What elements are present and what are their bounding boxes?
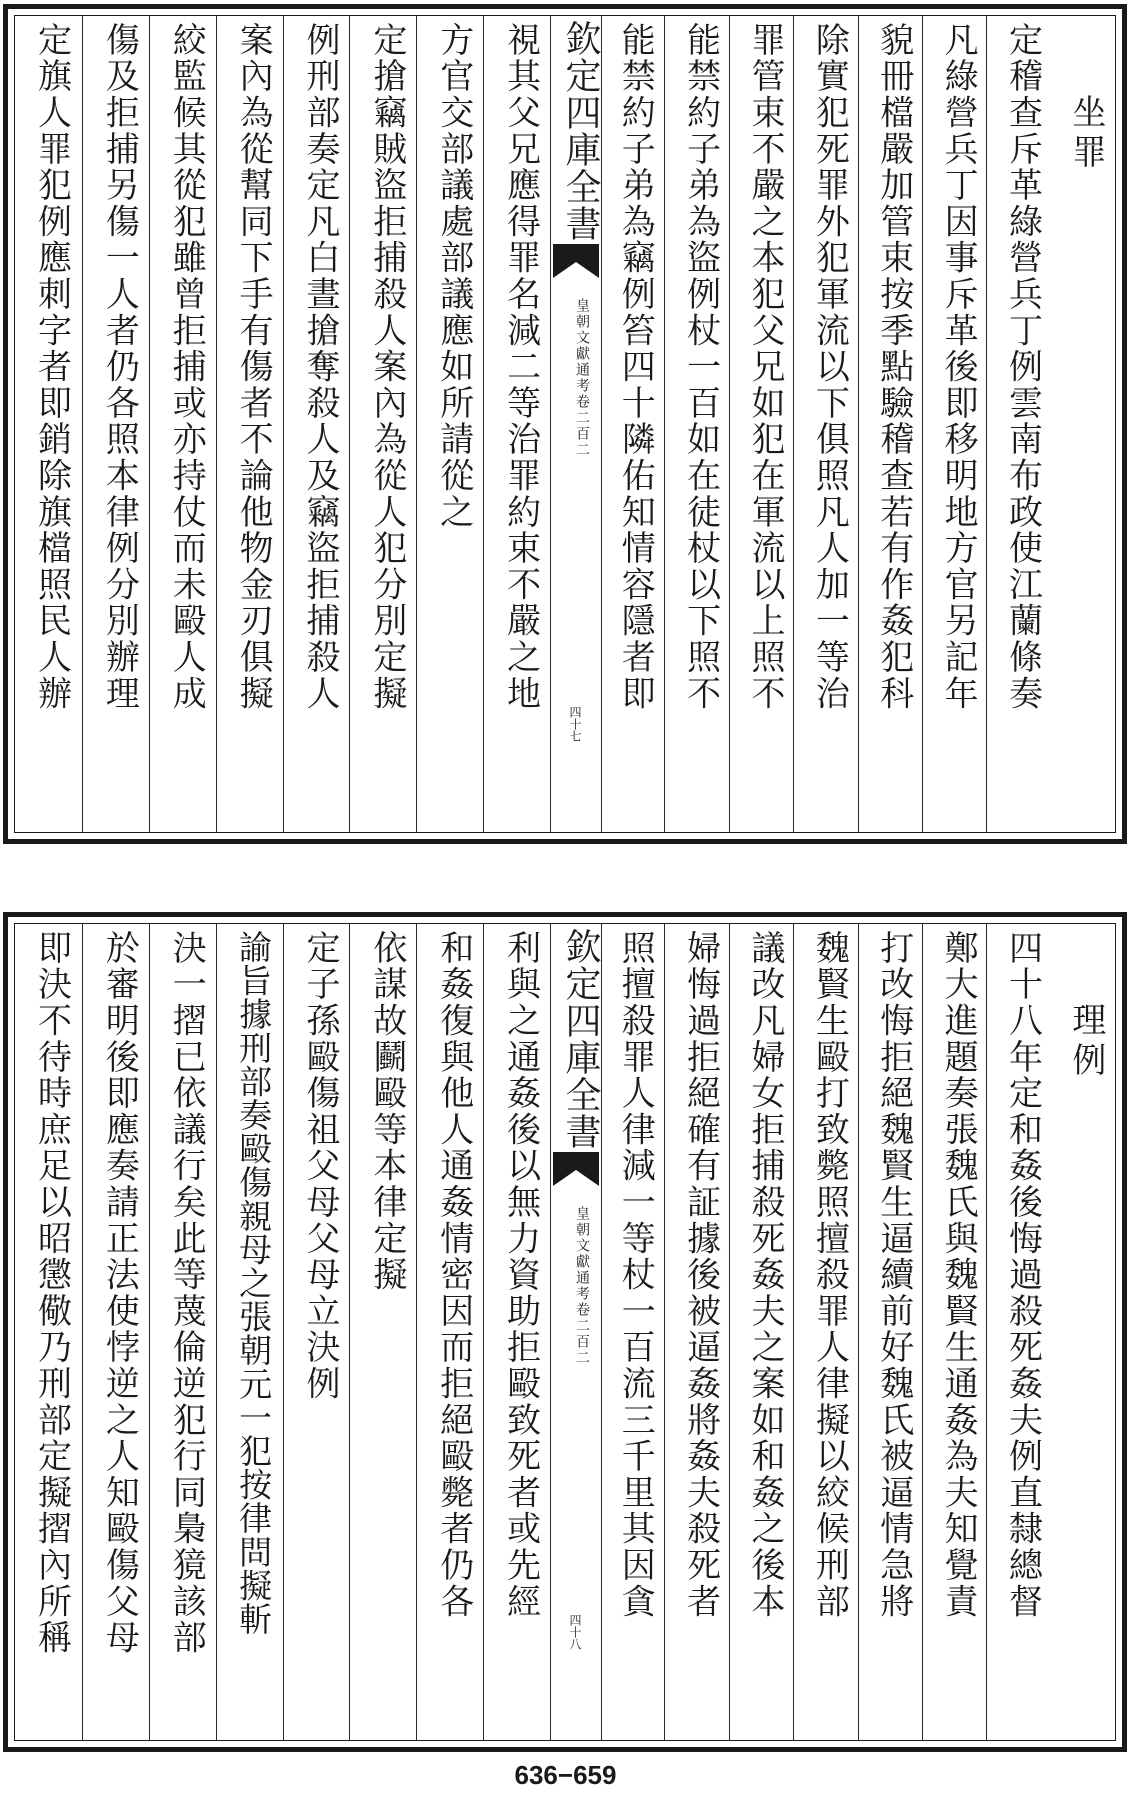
column-text: 例刑部奏定凡白晝搶奪殺人及竊盜拒捕殺人 xyxy=(299,22,340,712)
column-text: 傷及拒捕另傷一人者仍各照本律例分別辦理 xyxy=(99,22,140,712)
column-text: 坐罪 xyxy=(1065,94,1106,174)
column-text: 婦悔過拒絕確有証據後被逼姦將姦夫殺死者 xyxy=(680,930,721,1620)
top-page-frame xyxy=(14,15,1116,833)
fish-tail-ornament-icon xyxy=(553,1152,599,1186)
column-text: 能禁約子弟為盜例杖一百如在徒杖以下照不 xyxy=(680,22,721,712)
text-column xyxy=(349,924,417,1740)
text-column xyxy=(1051,924,1115,1740)
column-text: 決一摺已依議行矣此等蔑倫逆犯行同梟獍該部 xyxy=(166,930,207,1656)
center-spine xyxy=(550,16,602,832)
text-column xyxy=(600,924,664,1740)
text-column xyxy=(149,924,217,1740)
column-text: 絞監候其從犯雖曾拒捕或亦持仗而未毆人成 xyxy=(166,22,207,712)
page-footer-number: 636−659 xyxy=(514,1760,617,1790)
column-text: 諭旨據刑部奏毆傷親母之張朝元一犯按律問擬斬 xyxy=(234,930,274,1636)
text-column xyxy=(922,16,987,832)
column-text: 視其父兄應得罪名減二等治罪約束不嚴之地 xyxy=(500,22,541,712)
spine-subtitle-line: 皇朝文獻通考 xyxy=(574,1206,590,1302)
column-text: 能禁約子弟為竊例笞四十隣佑知情容隱者即 xyxy=(615,22,656,712)
text-column xyxy=(729,16,794,832)
fish-tail-ornament-icon xyxy=(553,244,599,278)
text-column xyxy=(349,16,417,832)
text-column xyxy=(216,16,284,832)
text-column xyxy=(986,924,1051,1740)
text-column xyxy=(793,16,858,832)
text-column xyxy=(664,16,729,832)
text-column xyxy=(82,924,150,1740)
column-text: 方官交部議處部議應如所請從之 xyxy=(433,22,474,531)
column-text: 罪管束不嚴之本犯父兄如犯在軍流以上照不 xyxy=(744,22,785,712)
bottom-page xyxy=(3,912,1127,1752)
text-column xyxy=(149,16,217,832)
text-column xyxy=(986,16,1051,832)
text-column xyxy=(483,924,551,1740)
column-text: 除實犯死罪外犯軍流以下俱照凡人加一等治 xyxy=(809,22,850,712)
column-text: 照擅殺罪人律減一等杖一百流三千里其因貪 xyxy=(615,930,656,1620)
spine-subtitle-line: 卷二百二 xyxy=(574,394,590,458)
text-column xyxy=(15,16,82,832)
text-column xyxy=(483,16,551,832)
spine-subtitle xyxy=(563,298,589,458)
spine-title: 欽定四庫全書 xyxy=(560,20,601,242)
column-text: 貌冊檔嚴加管束按季點驗稽查若有作姦犯科 xyxy=(873,22,914,712)
column-text: 定稽查斥革綠營兵丁例雲南布政使江蘭條奏 xyxy=(1002,22,1043,712)
text-column xyxy=(922,924,987,1740)
column-text: 四十八年定和姦後悔過殺死姦夫例直隸總督 xyxy=(1002,930,1043,1620)
text-column xyxy=(600,16,664,832)
column-text: 利與之通姦後以無力資助拒毆致死者或先經 xyxy=(500,930,541,1620)
center-spine xyxy=(550,924,602,1740)
spine-page-number: 四十七 xyxy=(568,706,582,742)
column-text: 議改凡婦女拒捕殺死姦夫之案如和姦之後本 xyxy=(744,930,785,1620)
text-column xyxy=(858,924,923,1740)
text-column xyxy=(416,16,484,832)
text-column xyxy=(416,924,484,1740)
spine-subtitle-line: 皇朝文獻通考 xyxy=(574,298,590,394)
column-text: 和姦復與他人通姦情密因而拒絕毆斃者仍各 xyxy=(433,930,474,1620)
column-text: 定旗人罪犯例應刺字者即銷除旗檔照民人辦 xyxy=(31,22,72,712)
text-column xyxy=(283,16,351,832)
column-text: 凡綠營兵丁因事斥革後即移明地方官另記年 xyxy=(938,22,979,712)
bottom-page-frame xyxy=(14,923,1116,1741)
text-column xyxy=(82,16,150,832)
column-text: 魏賢生毆打致斃照擅殺罪人律擬以絞候刑部 xyxy=(809,930,850,1620)
column-text: 理例 xyxy=(1065,1002,1106,1082)
text-column xyxy=(858,16,923,832)
text-column xyxy=(15,924,82,1740)
column-text: 即決不待時庶足以昭懲儆乃刑部定擬摺內所稱 xyxy=(31,930,72,1656)
text-column xyxy=(1051,16,1115,832)
column-text: 定子孫毆傷祖父母父母立決例 xyxy=(299,930,340,1402)
spine-page-number: 四十八 xyxy=(568,1614,582,1650)
column-text: 於審明後即應奏請正法使悖逆之人知毆傷父母 xyxy=(99,930,140,1656)
column-text: 定搶竊賊盜拒捕殺人案內為從人犯分別定擬 xyxy=(366,22,407,712)
text-column xyxy=(216,924,284,1740)
text-column xyxy=(793,924,858,1740)
text-column xyxy=(283,924,351,1740)
spine-subtitle xyxy=(563,1206,589,1366)
spine-title: 欽定四庫全書 xyxy=(560,928,601,1150)
column-text: 鄭大進題奏張魏氏與魏賢生通姦為夫知覺責 xyxy=(938,930,979,1620)
top-page xyxy=(3,4,1127,844)
column-text: 案內為從幫同下手有傷者不論他物金刃俱擬 xyxy=(233,22,274,712)
column-text: 依謀故鬬毆等本律定擬 xyxy=(366,930,407,1293)
text-column xyxy=(729,924,794,1740)
column-text: 打改悔拒絕魏賢生逼續前好魏氏被逼情急將 xyxy=(873,930,914,1620)
text-column xyxy=(664,924,729,1740)
spine-subtitle-line: 卷二百二 xyxy=(574,1302,590,1366)
